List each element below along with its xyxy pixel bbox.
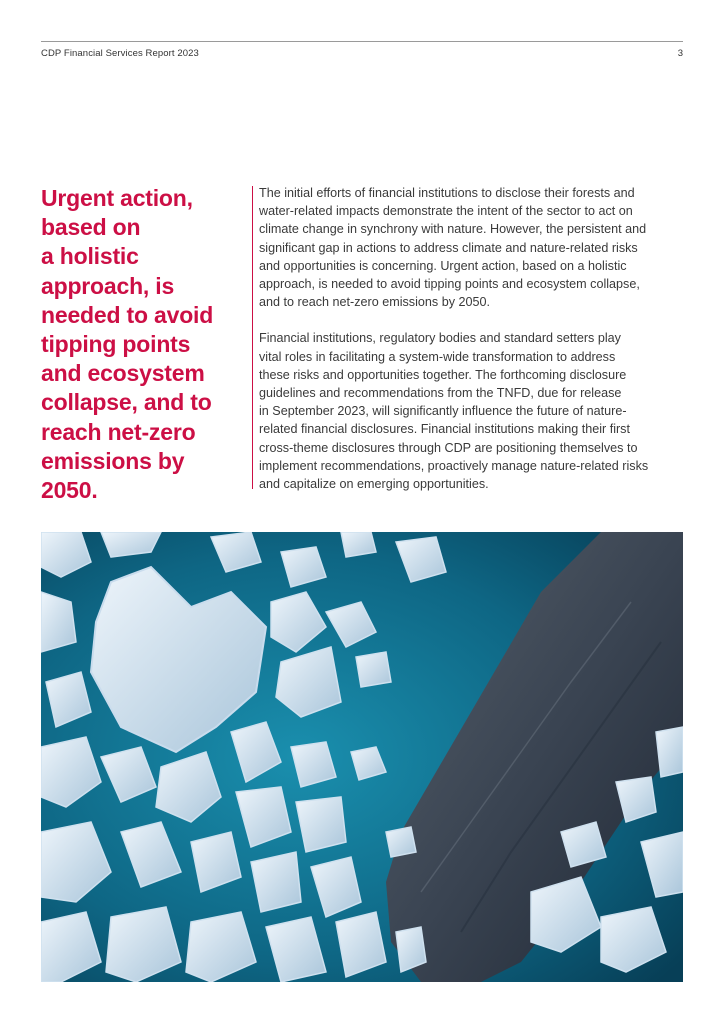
pull-quote-line: emissions by	[41, 447, 185, 474]
pull-quote-line: and ecosystem	[41, 360, 205, 387]
body-line: water-related impacts demonstrate the intent of the sector to act on	[259, 204, 633, 219]
aerial-ice-photo	[41, 532, 683, 982]
pull-quote-line: approach, is	[41, 272, 175, 299]
column-divider	[252, 186, 253, 489]
pull-quote-line: collapse, and to	[41, 389, 212, 416]
body-line: guidelines and recommendations from the TNFD, due for release	[259, 386, 622, 401]
paragraph-2	[259, 329, 687, 493]
body-line: The initial efforts of financial institutions to disclose their forests and	[259, 186, 635, 200]
body-line: and opportunities is concerning. Urgent action, based on a holistic	[259, 258, 627, 273]
body-line: significant gap in actions to address climate and nature-related risks	[259, 240, 638, 255]
page-number: 3	[677, 48, 683, 59]
header-rule	[41, 41, 683, 42]
body-line: these risks and opportunities together. The forthcoming disclosure	[259, 367, 627, 382]
pull-quote-line: 2050.	[41, 477, 98, 504]
body-line: implement recommendations, proactively manage nature-related risks	[259, 458, 649, 473]
pull-quote-line: based on	[41, 214, 141, 241]
body-line: approach, is needed to avoid tipping points and ecosystem collapse,	[259, 277, 640, 292]
pull-quote-line: tipping points	[41, 331, 191, 358]
pull-quote-line: reach net-zero	[41, 418, 196, 445]
body-line: climate change in synchrony with nature. However, the persistent and	[259, 222, 647, 237]
paragraph-1	[259, 184, 687, 311]
pull-quote-line: a holistic	[41, 243, 139, 270]
body-line: related financial disclosures. Financial institutions making their first	[259, 422, 630, 437]
pull-quote-line: needed to avoid	[41, 301, 214, 328]
body-line: and to reach net-zero emissions by 2050.	[259, 295, 491, 310]
body-line: in September 2023, will significantly influence the future of nature-	[259, 404, 627, 419]
pull-quote	[41, 184, 241, 505]
ice-floes-illustration	[41, 532, 683, 982]
body-line: Financial institutions, regulatory bodies and standard setters play	[259, 331, 621, 346]
body-line: cross-theme disclosures through CDP are positioning themselves to	[259, 440, 638, 455]
body-line: vital roles in facilitating a system-wide transformation to address	[259, 349, 616, 364]
body-text	[259, 184, 687, 493]
pull-quote-line: Urgent action,	[41, 185, 193, 211]
body-line: and capitalize on emerging opportunities.	[259, 477, 489, 492]
report-title: CDP Financial Services Report 2023	[41, 48, 199, 59]
